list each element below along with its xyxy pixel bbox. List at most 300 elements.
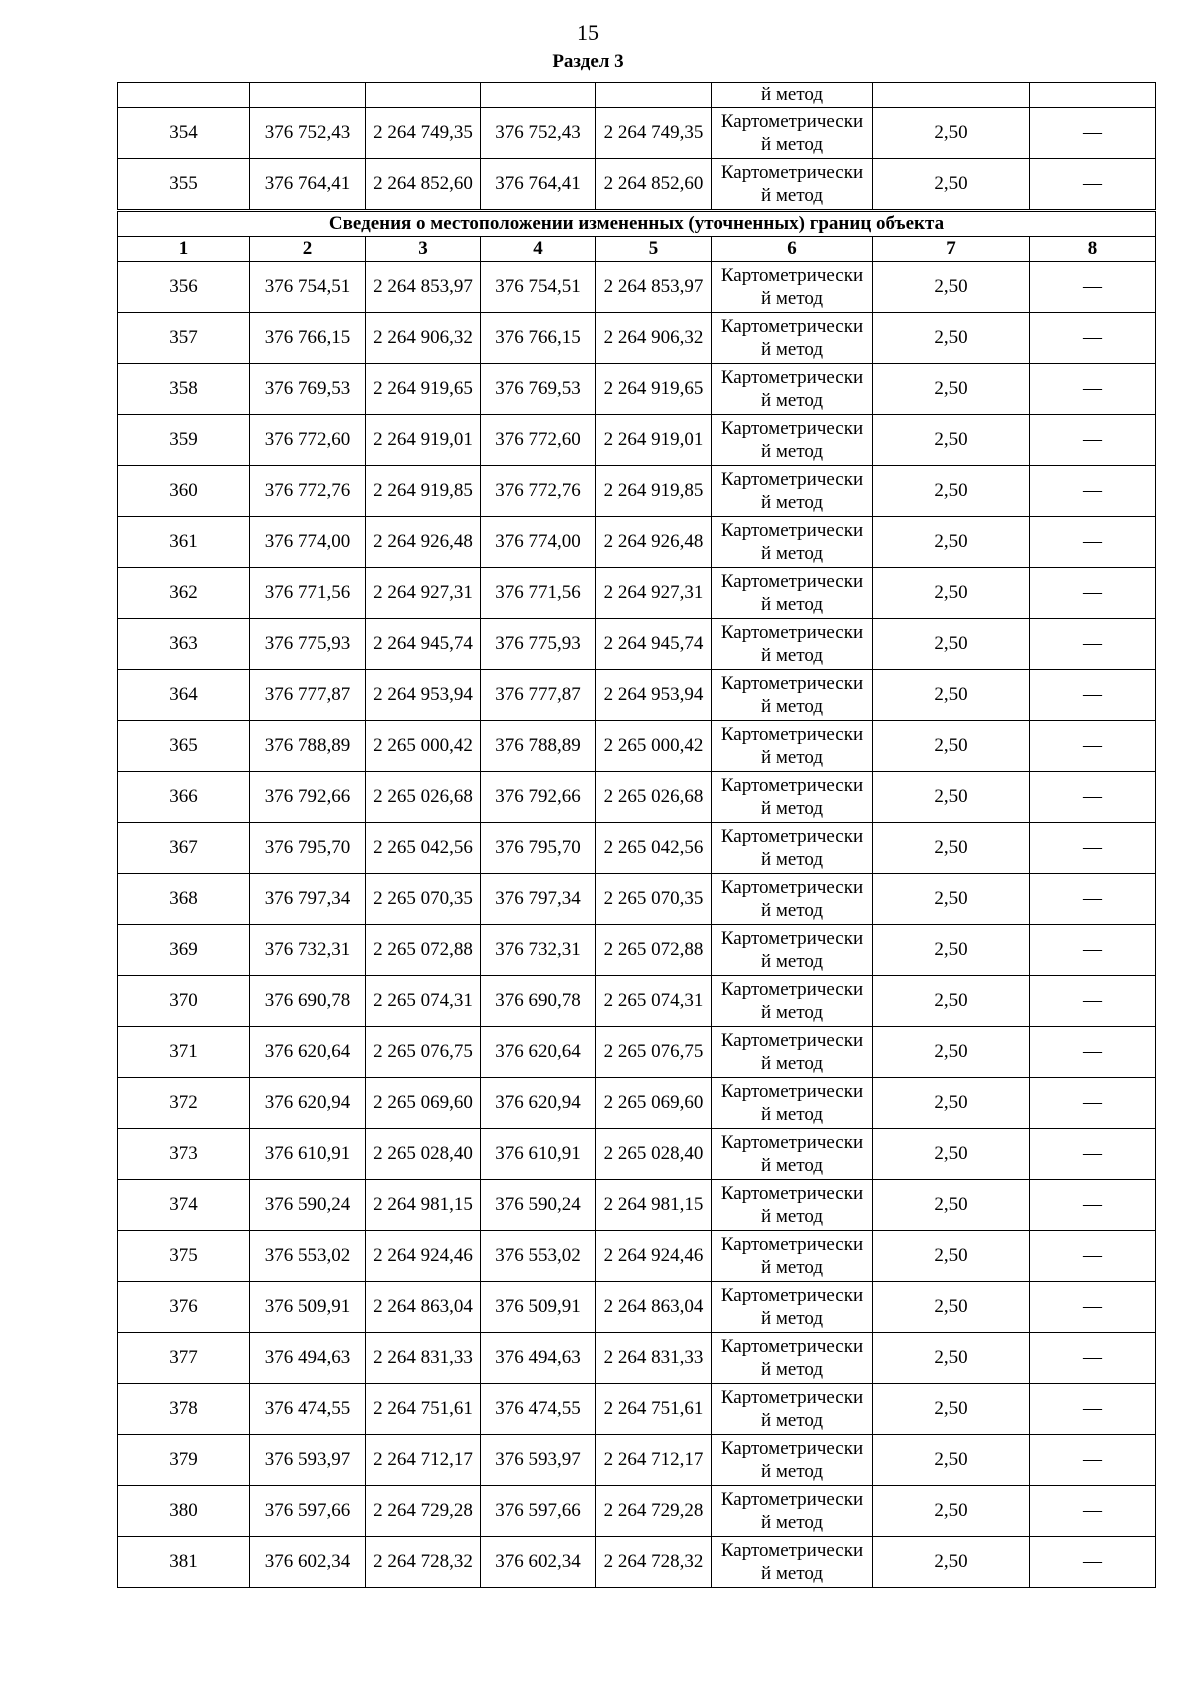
method-line: Картометрически [720, 469, 864, 490]
cell-method [712, 415, 873, 466]
cell-note: — [1030, 1486, 1156, 1537]
cell-y-existing: 2 264 926,48 [366, 517, 481, 568]
cell-x-refined: 376 775,93 [481, 619, 596, 670]
column-numbers-row [118, 237, 1156, 262]
section-header-row [118, 211, 1156, 237]
method-line: й метод [760, 1308, 824, 1329]
cell-x-existing: 376 772,60 [250, 415, 366, 466]
cell-y-refined: 2 264 981,15 [596, 1180, 712, 1231]
table-row [118, 670, 1156, 721]
page-number: 15 [577, 20, 599, 45]
method-text [721, 1080, 863, 1126]
cell-x-existing: 376 620,94 [250, 1078, 366, 1129]
cell-method [712, 108, 873, 159]
cell-y-existing: 2 264 712,17 [366, 1435, 481, 1486]
cell-point-number: 373 [118, 1129, 250, 1180]
table-row [118, 976, 1156, 1027]
cell-point-number: 365 [118, 721, 250, 772]
cell-accuracy: 2,50 [873, 1180, 1030, 1231]
cell-x-refined: 376 774,00 [481, 517, 596, 568]
table-row [118, 108, 1156, 159]
method-text [721, 1233, 863, 1279]
cell-method [712, 568, 873, 619]
method-text [721, 1335, 863, 1381]
cell-empty [873, 83, 1030, 108]
cell-method [712, 1537, 873, 1588]
table-row [118, 517, 1156, 568]
cell-method [712, 466, 873, 517]
cell-note: — [1030, 159, 1156, 211]
method-text [721, 570, 863, 616]
method-line: Картометрически [720, 1540, 864, 1561]
table-row [118, 364, 1156, 415]
cell-y-refined: 2 264 852,60 [596, 159, 712, 211]
method-line: Картометрически [720, 111, 864, 132]
cell-method [712, 1282, 873, 1333]
cell-x-refined: 376 602,34 [481, 1537, 596, 1588]
continuation-row [118, 83, 1156, 108]
method-line: Картометрически [720, 367, 864, 388]
method-text [721, 774, 863, 820]
cell-point-number: 380 [118, 1486, 250, 1537]
cell-point-number: 366 [118, 772, 250, 823]
cell-y-refined: 2 264 919,01 [596, 415, 712, 466]
cell-note: — [1030, 313, 1156, 364]
cell-point-number: 367 [118, 823, 250, 874]
cell-note: — [1030, 874, 1156, 925]
cell-y-existing: 2 264 924,46 [366, 1231, 481, 1282]
table-row [118, 1282, 1156, 1333]
cell-point-number: 363 [118, 619, 250, 670]
cell-accuracy: 2,50 [873, 1078, 1030, 1129]
method-line: й метод [760, 951, 824, 972]
cell-method [712, 1435, 873, 1486]
cell-point-number: 358 [118, 364, 250, 415]
table-row [118, 823, 1156, 874]
method-text [721, 1488, 863, 1534]
cell-y-refined: 2 264 926,48 [596, 517, 712, 568]
method-text [721, 1539, 863, 1585]
cell-x-existing: 376 593,97 [250, 1435, 366, 1486]
coordinates-table-body [118, 83, 1156, 1588]
cell-x-existing: 376 553,02 [250, 1231, 366, 1282]
method-line: Картометрически [720, 1387, 864, 1408]
cell-y-existing: 2 265 026,68 [366, 772, 481, 823]
cell-note: — [1030, 1333, 1156, 1384]
table-row [118, 313, 1156, 364]
cell-method [712, 1078, 873, 1129]
table-row [118, 925, 1156, 976]
cell-x-existing: 376 690,78 [250, 976, 366, 1027]
method-line: й метод [760, 1257, 824, 1278]
cell-note: — [1030, 517, 1156, 568]
cell-method [712, 1027, 873, 1078]
cell-y-existing: 2 264 945,74 [366, 619, 481, 670]
cell-empty [118, 83, 250, 108]
cell-y-refined: 2 265 028,40 [596, 1129, 712, 1180]
cell-point-number: 364 [118, 670, 250, 721]
cell-method [712, 1129, 873, 1180]
cell-x-existing: 376 494,63 [250, 1333, 366, 1384]
cell-accuracy: 2,50 [873, 925, 1030, 976]
method-line: Картометрически [720, 1030, 864, 1051]
method-line: Картометрически [720, 1489, 864, 1510]
cell-y-refined: 2 264 919,65 [596, 364, 712, 415]
cell-accuracy: 2,50 [873, 1282, 1030, 1333]
cell-accuracy: 2,50 [873, 159, 1030, 211]
column-number: 4 [481, 237, 596, 262]
cell-x-existing: 376 775,93 [250, 619, 366, 670]
method-line: й метод [760, 134, 824, 155]
cell-accuracy: 2,50 [873, 976, 1030, 1027]
cell-point-number: 354 [118, 108, 250, 159]
method-line: й метод [760, 1206, 824, 1227]
cell-y-existing: 2 265 000,42 [366, 721, 481, 772]
cell-x-existing: 376 769,53 [250, 364, 366, 415]
cell-y-refined: 2 264 863,04 [596, 1282, 712, 1333]
cell-x-refined: 376 764,41 [481, 159, 596, 211]
cell-accuracy: 2,50 [873, 108, 1030, 159]
cell-y-existing: 2 264 927,31 [366, 568, 481, 619]
method-line: й метод [760, 696, 824, 717]
cell-x-refined: 376 509,91 [481, 1282, 596, 1333]
cell-accuracy: 2,50 [873, 1435, 1030, 1486]
method-line: й метод [760, 1410, 824, 1431]
cell-y-refined: 2 264 906,32 [596, 313, 712, 364]
cell-x-refined: 376 769,53 [481, 364, 596, 415]
method-line: й метод [760, 798, 824, 819]
cell-x-refined: 376 474,55 [481, 1384, 596, 1435]
method-line: Картометрически [720, 571, 864, 592]
cell-x-refined: 376 777,87 [481, 670, 596, 721]
cell-x-existing: 376 772,76 [250, 466, 366, 517]
method-text [721, 1386, 863, 1432]
method-line: й метод [760, 1053, 824, 1074]
cell-y-existing: 2 265 072,88 [366, 925, 481, 976]
cell-accuracy: 2,50 [873, 1486, 1030, 1537]
method-line: Картометрически [720, 1438, 864, 1459]
cell-y-refined: 2 265 069,60 [596, 1078, 712, 1129]
method-text [721, 621, 863, 667]
method-text [721, 1437, 863, 1483]
cell-note: — [1030, 1231, 1156, 1282]
method-line: й метод [760, 1512, 824, 1533]
cell-y-refined: 2 264 749,35 [596, 108, 712, 159]
cell-accuracy: 2,50 [873, 313, 1030, 364]
method-text [721, 264, 863, 310]
cell-x-refined: 376 494,63 [481, 1333, 596, 1384]
cell-y-refined: 2 265 042,56 [596, 823, 712, 874]
cell-method [712, 1486, 873, 1537]
table-row [118, 1435, 1156, 1486]
method-line: й метод [760, 339, 824, 360]
cell-note: — [1030, 1027, 1156, 1078]
cell-note: — [1030, 1129, 1156, 1180]
method-line: й метод [760, 1359, 824, 1380]
cell-accuracy: 2,50 [873, 619, 1030, 670]
cell-method-continuation: й метод [712, 83, 873, 108]
table-row [118, 1384, 1156, 1435]
table-row [118, 1537, 1156, 1588]
cell-y-existing: 2 264 749,35 [366, 108, 481, 159]
cell-y-existing: 2 265 076,75 [366, 1027, 481, 1078]
method-line: Картометрически [720, 1183, 864, 1204]
method-line: й метод [760, 185, 824, 206]
cell-method [712, 721, 873, 772]
cell-point-number: 379 [118, 1435, 250, 1486]
cell-x-existing: 376 797,34 [250, 874, 366, 925]
cell-point-number: 370 [118, 976, 250, 1027]
method-line: Картометрически [720, 673, 864, 694]
table-row [118, 159, 1156, 211]
method-text [721, 366, 863, 412]
method-line: Картометрически [720, 1285, 864, 1306]
cell-x-refined: 376 766,15 [481, 313, 596, 364]
cell-note: — [1030, 568, 1156, 619]
cell-note: — [1030, 772, 1156, 823]
cell-point-number: 357 [118, 313, 250, 364]
cell-x-refined: 376 772,60 [481, 415, 596, 466]
cell-x-refined: 376 752,43 [481, 108, 596, 159]
cell-x-existing: 376 602,34 [250, 1537, 366, 1588]
cell-y-existing: 2 264 906,32 [366, 313, 481, 364]
cell-note: — [1030, 415, 1156, 466]
cell-x-refined: 376 771,56 [481, 568, 596, 619]
cell-x-refined: 376 795,70 [481, 823, 596, 874]
method-line: й метод [760, 1461, 824, 1482]
cell-empty [1030, 83, 1156, 108]
cell-note: — [1030, 925, 1156, 976]
cell-x-refined: 376 620,94 [481, 1078, 596, 1129]
cell-accuracy: 2,50 [873, 1231, 1030, 1282]
cell-note: — [1030, 1384, 1156, 1435]
cell-y-refined: 2 264 924,46 [596, 1231, 712, 1282]
method-text [721, 876, 863, 922]
cell-x-refined: 376 732,31 [481, 925, 596, 976]
column-number: 1 [118, 237, 250, 262]
cell-x-refined: 376 620,64 [481, 1027, 596, 1078]
cell-x-existing: 376 732,31 [250, 925, 366, 976]
cell-note: — [1030, 466, 1156, 517]
cell-point-number: 376 [118, 1282, 250, 1333]
cell-y-refined: 2 264 953,94 [596, 670, 712, 721]
cell-y-existing: 2 265 042,56 [366, 823, 481, 874]
cell-y-refined: 2 265 000,42 [596, 721, 712, 772]
cell-y-existing: 2 264 853,97 [366, 262, 481, 313]
method-line: Картометрически [720, 826, 864, 847]
method-line: й метод [760, 747, 824, 768]
cell-point-number: 355 [118, 159, 250, 211]
cell-accuracy: 2,50 [873, 517, 1030, 568]
cell-y-existing: 2 264 919,65 [366, 364, 481, 415]
cell-x-existing: 376 620,64 [250, 1027, 366, 1078]
cell-y-existing: 2 265 074,31 [366, 976, 481, 1027]
cell-note: — [1030, 364, 1156, 415]
method-line: Картометрически [720, 622, 864, 643]
cell-y-existing: 2 264 728,32 [366, 1537, 481, 1588]
cell-x-refined: 376 792,66 [481, 772, 596, 823]
table-row [118, 1078, 1156, 1129]
cell-accuracy: 2,50 [873, 466, 1030, 517]
method-line: Картометрически [720, 418, 864, 439]
method-line: Картометрически [720, 1336, 864, 1357]
table-row [118, 721, 1156, 772]
method-line: Картометрически [720, 928, 864, 949]
method-line: Картометрически [720, 1132, 864, 1153]
cell-y-existing: 2 264 729,28 [366, 1486, 481, 1537]
cell-accuracy: 2,50 [873, 874, 1030, 925]
coordinates-table [117, 82, 1156, 1588]
cell-y-existing: 2 264 863,04 [366, 1282, 481, 1333]
cell-point-number: 378 [118, 1384, 250, 1435]
cell-x-refined: 376 593,97 [481, 1435, 596, 1486]
cell-method [712, 874, 873, 925]
cell-accuracy: 2,50 [873, 1129, 1030, 1180]
cell-y-refined: 2 264 751,61 [596, 1384, 712, 1435]
cell-x-existing: 376 766,15 [250, 313, 366, 364]
cell-y-existing: 2 265 070,35 [366, 874, 481, 925]
cell-empty [366, 83, 481, 108]
cell-method [712, 517, 873, 568]
cell-x-refined: 376 553,02 [481, 1231, 596, 1282]
cell-method [712, 1333, 873, 1384]
cell-note: — [1030, 619, 1156, 670]
cell-y-refined: 2 264 728,32 [596, 1537, 712, 1588]
cell-note: — [1030, 721, 1156, 772]
method-line: й метод [760, 594, 824, 615]
cell-x-refined: 376 772,76 [481, 466, 596, 517]
cell-method [712, 313, 873, 364]
cell-accuracy: 2,50 [873, 1027, 1030, 1078]
cell-x-existing: 376 590,24 [250, 1180, 366, 1231]
cell-x-existing: 376 788,89 [250, 721, 366, 772]
method-text [721, 723, 863, 769]
cell-y-refined: 2 264 919,85 [596, 466, 712, 517]
cell-y-refined: 2 265 072,88 [596, 925, 712, 976]
column-number: 7 [873, 237, 1030, 262]
method-line: й метод [760, 441, 824, 462]
cell-x-refined: 376 690,78 [481, 976, 596, 1027]
cell-y-refined: 2 265 076,75 [596, 1027, 712, 1078]
cell-empty [596, 83, 712, 108]
cell-accuracy: 2,50 [873, 721, 1030, 772]
table-row [118, 466, 1156, 517]
method-text [721, 315, 863, 361]
cell-point-number: 374 [118, 1180, 250, 1231]
cell-method [712, 159, 873, 211]
cell-x-existing: 376 795,70 [250, 823, 366, 874]
cell-y-refined: 2 264 945,74 [596, 619, 712, 670]
cell-y-refined: 2 264 712,17 [596, 1435, 712, 1486]
cell-y-existing: 2 264 919,85 [366, 466, 481, 517]
cell-x-existing: 376 754,51 [250, 262, 366, 313]
cell-x-existing: 376 777,87 [250, 670, 366, 721]
method-text [721, 1182, 863, 1228]
method-line: Картометрически [720, 724, 864, 745]
method-line: Картометрически [720, 1234, 864, 1255]
cell-empty [481, 83, 596, 108]
method-line: Картометрически [720, 520, 864, 541]
method-text [721, 927, 863, 973]
cell-y-refined: 2 265 074,31 [596, 976, 712, 1027]
table-row [118, 262, 1156, 313]
column-number: 5 [596, 237, 712, 262]
cell-x-refined: 376 597,66 [481, 1486, 596, 1537]
cell-method [712, 1384, 873, 1435]
method-line: Картометрически [720, 979, 864, 1000]
cell-note: — [1030, 1282, 1156, 1333]
cell-x-existing: 376 474,55 [250, 1384, 366, 1435]
cell-accuracy: 2,50 [873, 772, 1030, 823]
cell-note: — [1030, 1180, 1156, 1231]
cell-y-existing: 2 265 028,40 [366, 1129, 481, 1180]
method-line: й метод [760, 543, 824, 564]
method-line: й метод [760, 1563, 824, 1584]
cell-x-existing: 376 509,91 [250, 1282, 366, 1333]
method-line: й метод [760, 1104, 824, 1125]
method-line: й метод [760, 1155, 824, 1176]
method-line: Картометрически [720, 162, 864, 183]
cell-note: — [1030, 1537, 1156, 1588]
method-text [721, 1029, 863, 1075]
cell-method [712, 1180, 873, 1231]
method-text [721, 161, 863, 207]
cell-point-number: 360 [118, 466, 250, 517]
cell-x-existing: 376 610,91 [250, 1129, 366, 1180]
cell-y-refined: 2 264 927,31 [596, 568, 712, 619]
cell-method [712, 670, 873, 721]
cell-point-number: 381 [118, 1537, 250, 1588]
table-row [118, 568, 1156, 619]
method-line: Картометрически [720, 775, 864, 796]
cell-y-existing: 2 264 981,15 [366, 1180, 481, 1231]
method-text [721, 1131, 863, 1177]
cell-x-refined: 376 788,89 [481, 721, 596, 772]
table-row [118, 1486, 1156, 1537]
column-number: 2 [250, 237, 366, 262]
cell-accuracy: 2,50 [873, 670, 1030, 721]
cell-accuracy: 2,50 [873, 1384, 1030, 1435]
method-text [721, 519, 863, 565]
cell-accuracy: 2,50 [873, 415, 1030, 466]
cell-point-number: 377 [118, 1333, 250, 1384]
cell-accuracy: 2,50 [873, 364, 1030, 415]
method-text [721, 468, 863, 514]
cell-method [712, 262, 873, 313]
cell-y-existing: 2 264 852,60 [366, 159, 481, 211]
method-text [721, 1284, 863, 1330]
cell-y-refined: 2 265 026,68 [596, 772, 712, 823]
cell-method [712, 619, 873, 670]
cell-x-existing: 376 752,43 [250, 108, 366, 159]
table-row [118, 1231, 1156, 1282]
cell-empty [250, 83, 366, 108]
cell-y-refined: 2 264 831,33 [596, 1333, 712, 1384]
cell-accuracy: 2,50 [873, 1537, 1030, 1588]
method-line: Картометрически [720, 265, 864, 286]
table-row [118, 772, 1156, 823]
cell-x-refined: 376 797,34 [481, 874, 596, 925]
cell-x-existing: 376 774,00 [250, 517, 366, 568]
method-text [721, 417, 863, 463]
cell-accuracy: 2,50 [873, 1333, 1030, 1384]
cell-x-refined: 376 610,91 [481, 1129, 596, 1180]
cell-method [712, 772, 873, 823]
cell-x-refined: 376 754,51 [481, 262, 596, 313]
cell-note: — [1030, 976, 1156, 1027]
cell-y-refined: 2 264 853,97 [596, 262, 712, 313]
method-line: Картометрически [720, 316, 864, 337]
